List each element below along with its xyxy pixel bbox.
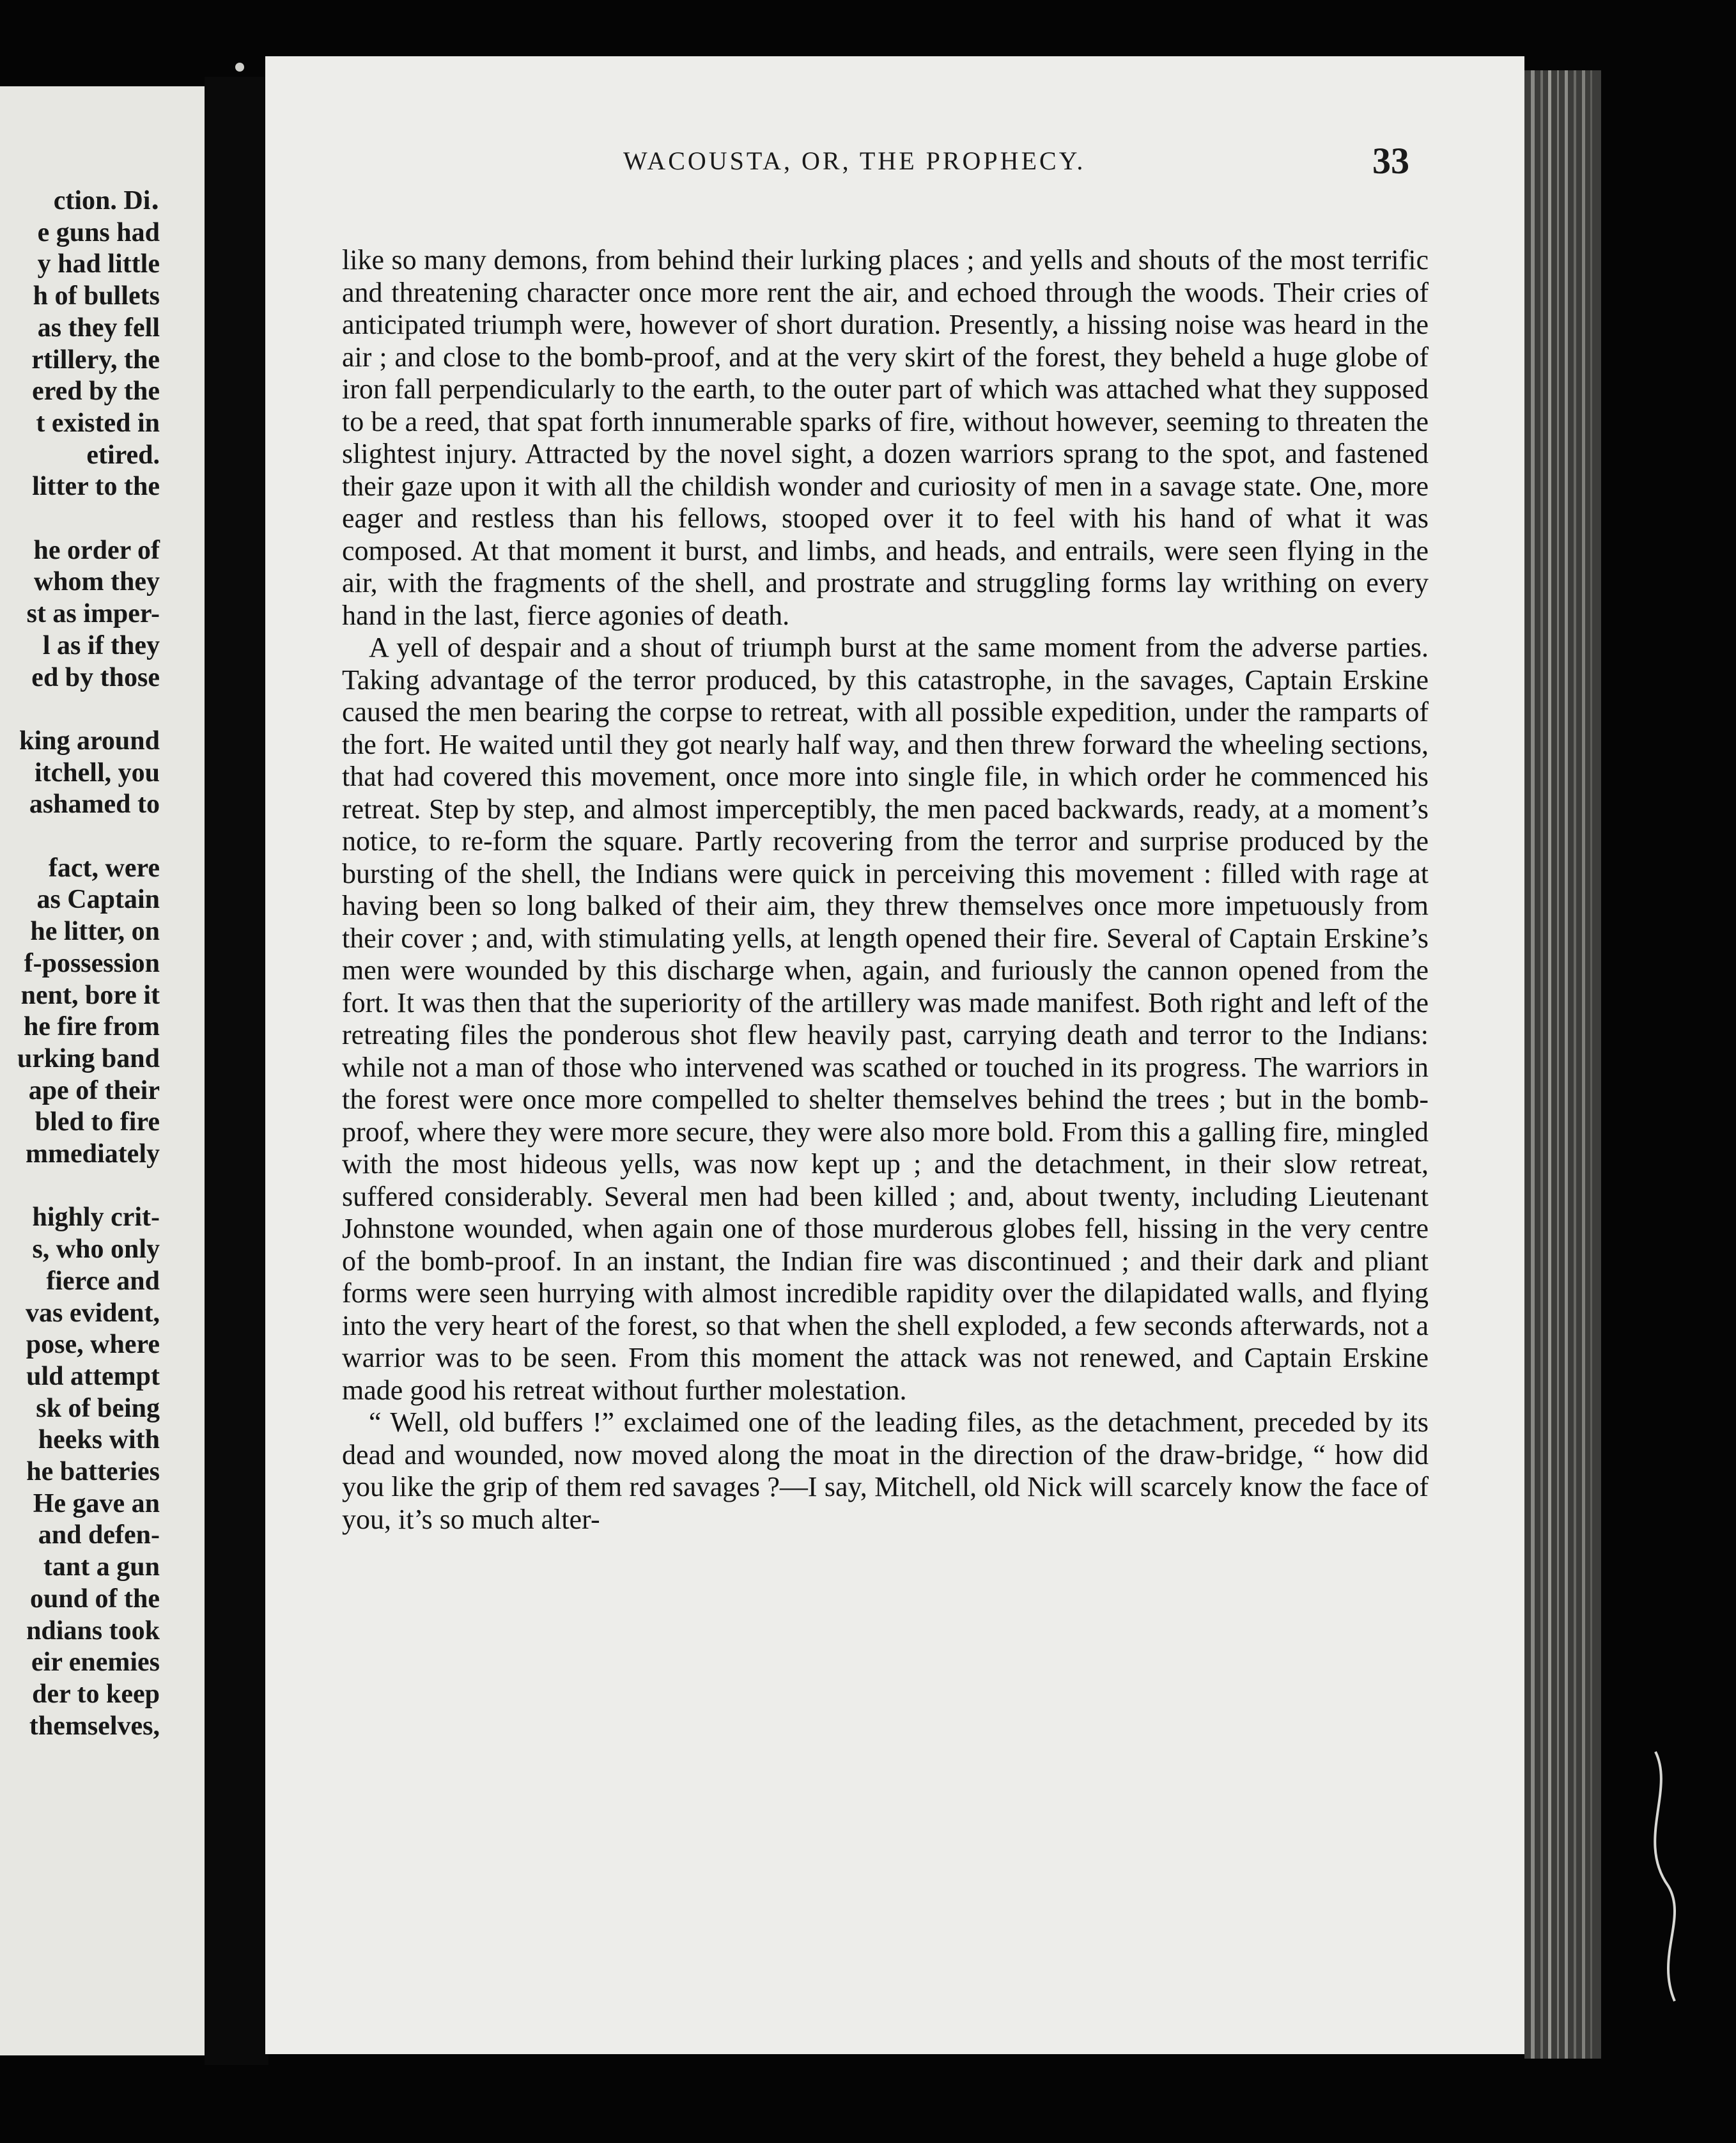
running-header	[355, 142, 1473, 180]
left-page-line: ound of the	[29, 1584, 160, 1614]
left-page-line: tant a gun	[43, 1552, 160, 1582]
left-page-line: he batteries	[26, 1457, 160, 1486]
left-page-line: heeks with	[38, 1425, 160, 1455]
left-page-line: and defen-	[38, 1520, 160, 1550]
left-page-line: ed by those	[31, 662, 160, 692]
left-page-line: st as imper-	[26, 599, 160, 629]
left-page-line: pose, where	[26, 1330, 160, 1360]
speck	[235, 63, 244, 72]
paragraph-1: like so many demons, from behind their lurking places ; and yells and shouts of the most terrific and threatening character once more rent the air, and echoed through the woods. Their cries of anticipated triumph were, however of short duration. Presently, a hissing noise was heard in the air ; and close to the bomb-proof, and at the very skirt of the forest, they beheld a huge globe of iron fall perpendicularly to the earth, to the outer part of which was attached what they supposed to be a reed, that spat forth innumerable sparks of fire, without however, seeming to threaten the slightest injury. Attracted by the novel sight, a dozen warriors sprang to the spot, and fastened their gaze upon it with all the childish wonder and curiosity of men in a savage state. One, more eager and restless than his fellows, stooped over it to feel with his hand of what it was composed. At that moment it burst, and limbs, and heads, and entrails, were seen flying in the air, with the fragments of the shell, and prostrate and struggling forms lay writhing on every hand in the last, fierce agonies of death.	[342, 244, 1429, 631]
running-title: WACOUSTA, OR, THE PROPHECY.	[623, 146, 1086, 175]
left-page-line: He gave an	[33, 1488, 160, 1518]
left-page-line: as Captain	[36, 885, 160, 915]
left-page-line: king around	[19, 726, 160, 756]
book-gutter	[205, 77, 268, 2065]
left-page-line: f-possession	[24, 948, 160, 978]
left-page-line: he litter, on	[30, 917, 160, 947]
body-text	[342, 244, 1429, 1536]
left-page-line: ction. Di․	[53, 186, 160, 215]
left-page-line: der to keep	[32, 1679, 160, 1709]
page-number: 33	[1372, 140, 1409, 182]
left-page-line: ashamed to	[29, 790, 160, 820]
left-page-line: eir enemies	[31, 1648, 160, 1678]
left-page-line: etired.	[86, 440, 160, 470]
left-page-line: itchell, you	[35, 758, 160, 788]
left-page-line: ape of their	[28, 1075, 160, 1105]
left-page-line: he order of	[33, 535, 160, 565]
left-page-line: litter to the	[32, 472, 160, 502]
left-page-line: e guns had	[37, 217, 160, 247]
left-page-line: whom they	[33, 567, 160, 597]
left-page-line: fact, were	[48, 853, 160, 883]
left-page-line: uld attempt	[26, 1361, 160, 1391]
left-page-line: ered by the	[32, 377, 160, 407]
page-fore-edge	[1524, 70, 1601, 2059]
left-page-line: fierce and	[46, 1266, 160, 1296]
left-page-line: y had little	[37, 249, 160, 279]
left-page-line: t existed in	[36, 408, 160, 438]
left-page-line: l as if they	[42, 630, 160, 660]
left-page-line: bled to fire	[35, 1107, 160, 1137]
left-page-line: ndians took	[26, 1616, 160, 1646]
left-page-line: rtillery, the	[31, 345, 160, 375]
left-page-line: vas evident,	[26, 1298, 160, 1328]
paragraph-2: A yell of despair and a shout of triumph burst at the same moment from the adverse parties. Taking advantage of the terror produced, by this catastrophe, in the savages, Captain Erskine caused the men bearing the corpse to retreat, with all possible expedition, under the ramparts of the fort. He waited until they got nearly half way, and then threw forward the wheeling sections, that had covered this movement, once more into single file, in which order he commenced his retreat. Step by step, and almost imperceptibly, the men paced backwards, ready, at a moment’s notice, to re-form the square. Partly recovering from the terror and surprise produced by the bursting of the shell, the Indians were quick in perceiving this movement : filled with rage at having been so long balked of their aim, they threw themselves once more impetuously from their cover ; and, with stimulating yells, at length opened their fire. Several of Captain Erskine’s men were wounded by this discharge when, again, and furiously the cannon opened from the fort. It was then that the superiority of the artillery was made manifest. Both right and left of the retreating files the ponderous shot flew heavily past, carrying death and terror to the Indians: while not a man of those who intervened was scathed or touched in its progress. The warriors in the forest were once more compelled to shelter themselves behind the trees ; but in the bomb-proof, where they were more secure, they were also more bold. From this a galling fire, mingled with the most hideous yells, was now kept up ; and the detachment, in their slow retreat, suffered considerably. Several men had been killed ; and, about twenty, including Lieutenant Johnstone wounded, when again one of those murderous globes fell, hissing in the very centre of the bomb-proof. In an instant, the Indian fire was discontinued ; and their dark and pliant forms were seen hurrying with almost incredible rapidity over the dilapidated walls, and flying into the very heart of the forest, so that when the shell exploded, a few seconds afterwards, not a warrior was to be seen. From this moment the attack was not renewed, and Captain Erskine made good his retreat without further molestation.	[342, 632, 1429, 1406]
left-page-line: highly crit-	[32, 1203, 160, 1233]
left-page-line: he fire from	[23, 1012, 160, 1042]
left-page-line: s, who only	[32, 1235, 160, 1265]
paragraph-3: “ Well, old buffers !” exclaimed one of the leading files, as the detachment, preceded by its dead and wounded, now moved along the moat in the direction of the draw-bridge, “ how did you like the grip of them red savages ?—I say, Mitchell, old Nick will scarcely know the face of you, it’s so much alter-	[342, 1407, 1429, 1535]
left-page-line: nent, bore it	[20, 980, 160, 1010]
left-page-line: as they fell	[37, 313, 160, 343]
left-page-line: sk of being	[36, 1393, 160, 1423]
left-page-line: themselves,	[29, 1711, 160, 1741]
left-page-line: h of bullets	[33, 281, 160, 311]
left-facing-page	[0, 86, 205, 2055]
left-page-line: mmediately	[26, 1139, 160, 1169]
left-page-line: urking band	[17, 1043, 160, 1073]
